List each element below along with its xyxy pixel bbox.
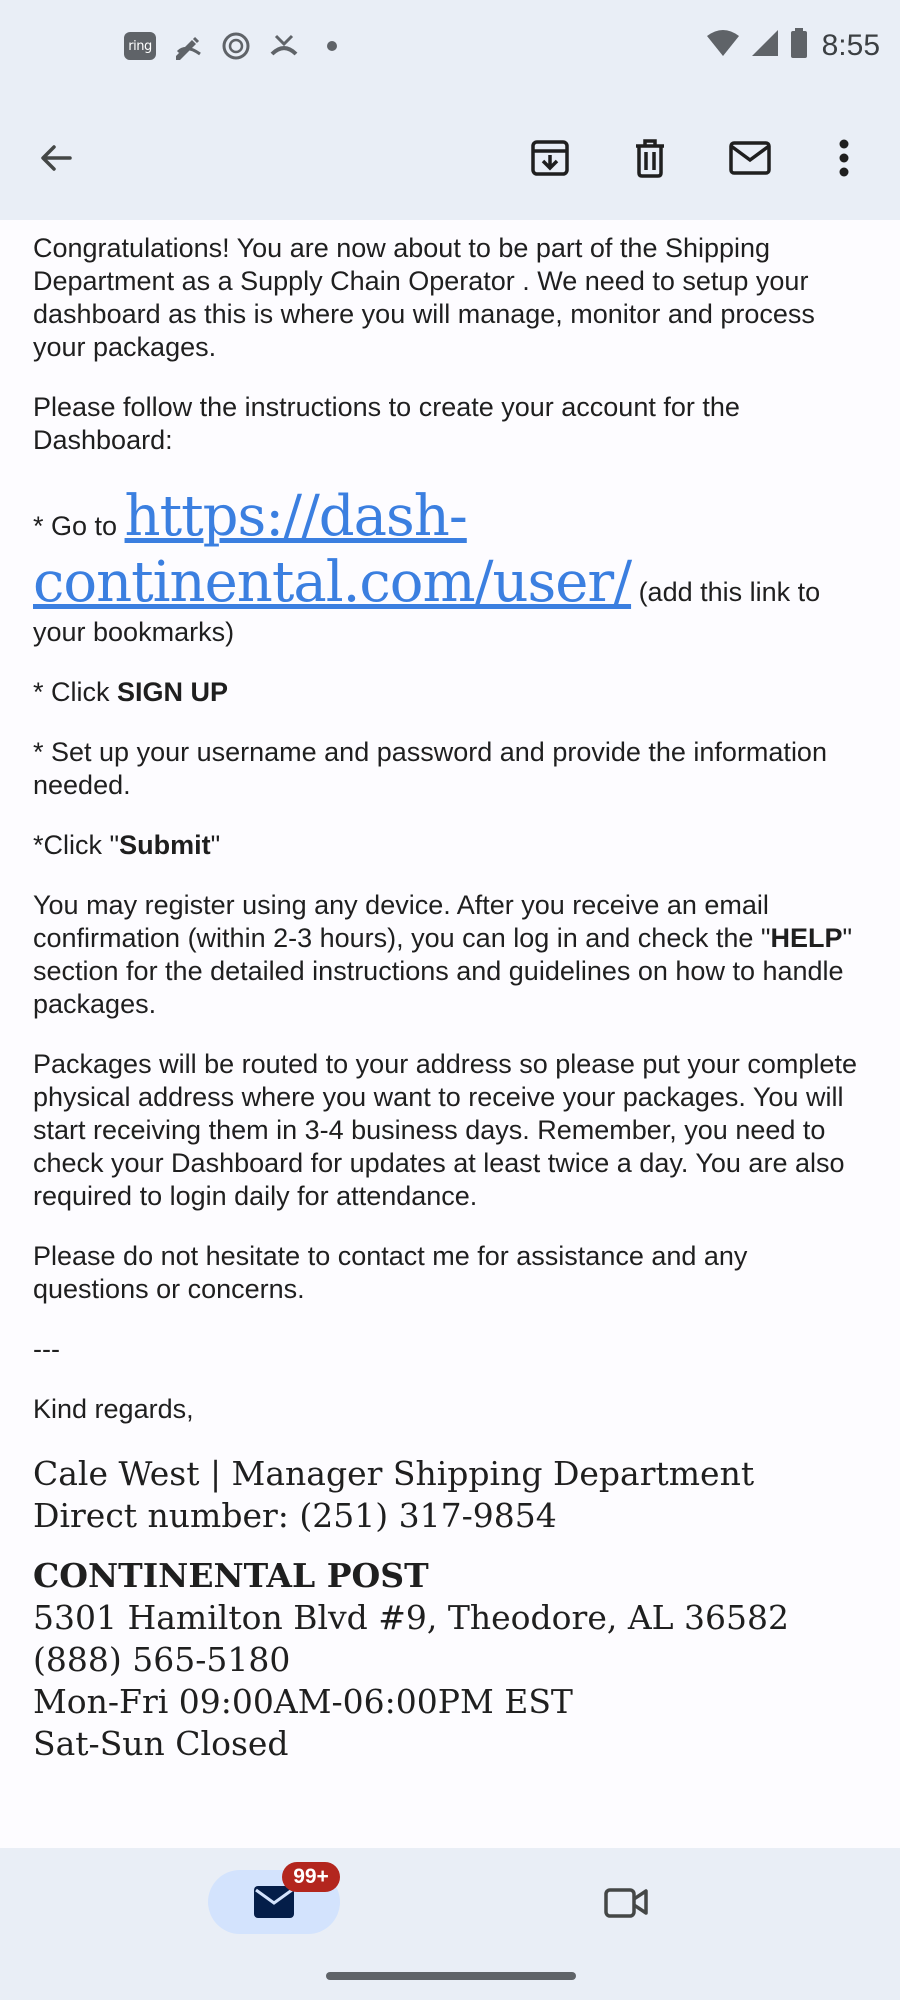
goto-prefix: * Go to [33, 511, 125, 541]
instructions-intro: Please follow the instructions to create your account for the Dashboard: [33, 392, 740, 455]
app-bar [0, 96, 900, 220]
home-indicator[interactable] [326, 1972, 576, 1980]
company-name: CONTINENTAL POST [33, 1556, 429, 1595]
back-button[interactable] [24, 126, 88, 190]
mark-unread-icon [728, 140, 772, 176]
missed-call-icon [268, 30, 300, 62]
signup-label: SIGN UP [117, 677, 229, 707]
submit-instruction [33, 829, 867, 862]
ring-icon: ring [124, 30, 156, 62]
signal-icon [750, 28, 780, 63]
battery-icon [790, 28, 808, 63]
hours-weekday: Mon-Fri 09:00AM-06:00PM EST [33, 1682, 573, 1721]
company-phone: (888) 565-5180 [33, 1640, 291, 1679]
hours-weekend: Sat-Sun Closed [33, 1724, 289, 1763]
closing: Kind regards, [33, 1394, 194, 1424]
goto-suffix: (add this link to your bookmarks) [33, 577, 821, 647]
signature-phone: Direct number: (251) 317-9854 [33, 1496, 557, 1535]
archive-button[interactable] [518, 126, 582, 190]
click-prefix: * Click [33, 677, 118, 707]
goto-instruction [33, 484, 867, 649]
more-vert-icon [838, 138, 850, 178]
signature-block [33, 1453, 867, 1537]
arrow-back-icon [36, 138, 76, 178]
coin-icon [220, 30, 252, 62]
edit-icon [172, 30, 204, 62]
meet-tab[interactable] [594, 1870, 658, 1934]
clock: 8:55 [821, 28, 880, 62]
status-bar [0, 0, 900, 96]
mark-unread-button[interactable] [718, 126, 782, 190]
bottom-nav [0, 1848, 900, 2000]
system-status [706, 28, 880, 63]
notification-icons [124, 30, 348, 62]
wifi-icon [706, 28, 740, 63]
submit-suffix: " [210, 830, 221, 860]
contact-paragraph: Please do not hesitate to contact me for assistance and any questions or concerns. [33, 1241, 748, 1304]
separator: --- [33, 1334, 60, 1364]
register-suffix: " section for the detailed instructions and guidelines on how to handle packages. [33, 923, 853, 1019]
archive-icon [529, 137, 571, 179]
video-icon [603, 1885, 649, 1919]
help-label: HELP [770, 923, 843, 953]
company-block [33, 1555, 867, 1765]
more-options-button[interactable] [812, 126, 876, 190]
dashboard-link[interactable]: https://dash-continental.com/user/ [33, 484, 632, 615]
packages-paragraph: Packages will be routed to your address so please put your complete physical address where you want to receive your packages. You will start receiving them in 3-4 business days. Remember, you need to check your Dashboard for updates at least twice a day. You are also required to login daily for attendance. [33, 1049, 857, 1211]
dot-icon [316, 30, 348, 62]
mail-badge: 99+ [282, 1862, 340, 1892]
company-address: 5301 Hamilton Blvd #9, Theodore, AL 36582 [33, 1598, 790, 1637]
submit-prefix: *Click " [33, 830, 120, 860]
intro-paragraph: Congratulations! You are now about to be part of the Shipping Department as a Supply Chain Operator . We need to setup your dashboard as this is where you will manage, monitor and process your packages. [33, 233, 815, 362]
setup-instruction: * Set up your username and password and provide the information needed. [33, 737, 827, 800]
delete-button[interactable] [618, 126, 682, 190]
email-body [0, 220, 900, 1848]
delete-icon [630, 137, 670, 179]
register-paragraph [33, 889, 867, 1021]
register-prefix: You may register using any device. After you receive an email confirmation (within 2-3 hours), you can log in and check the " [33, 890, 771, 953]
submit-label: Submit [119, 830, 211, 860]
signature-name: Cale West | Manager Shipping Department [33, 1454, 755, 1493]
click-signup-instruction [33, 676, 867, 709]
